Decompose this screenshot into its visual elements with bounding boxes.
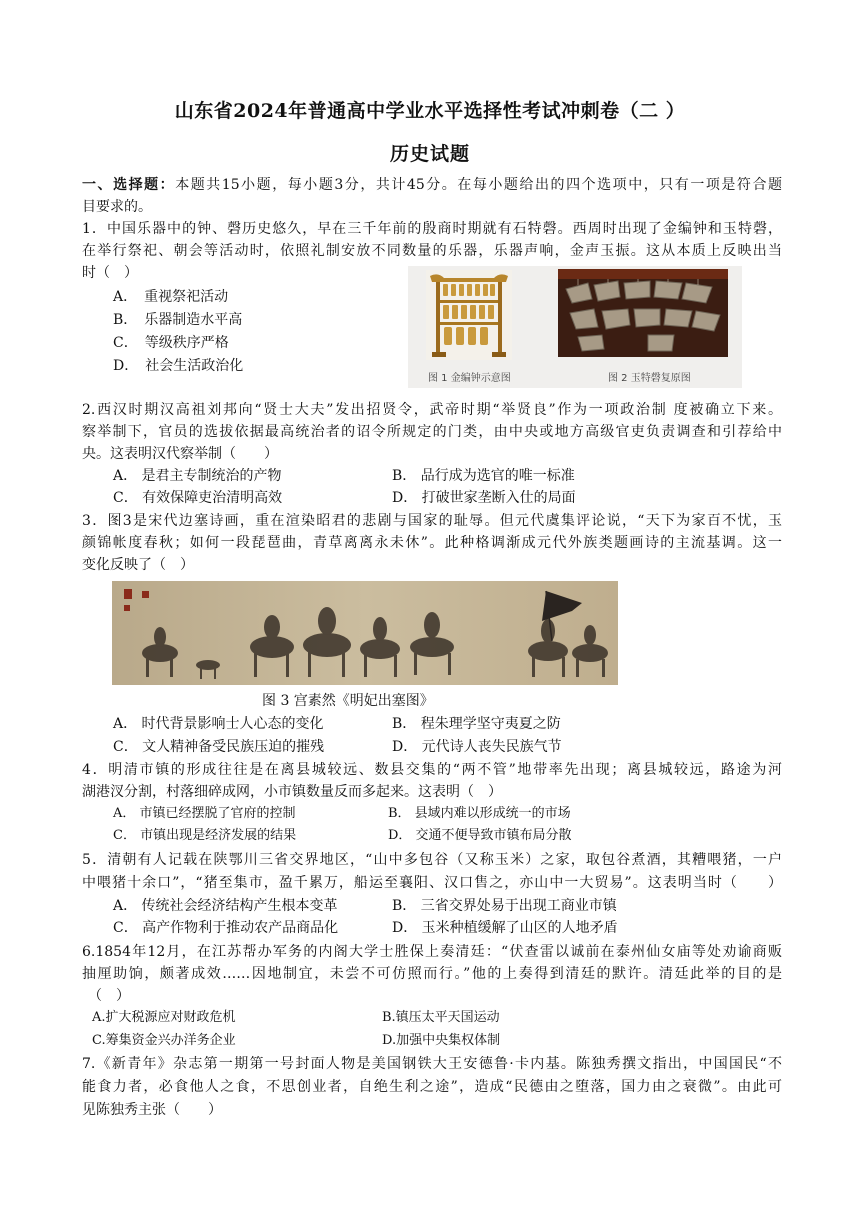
q4-option-d: D． 交通不便导致市镇布局分散 bbox=[388, 828, 572, 843]
q7-stem-line-3: 见陈独秀主张（ ） bbox=[82, 1102, 222, 1118]
q2-stem-line-1: 2.西汉时期汉高祖刘邦向“贤士大夫”发出招贤令，武帝时期“举贤良”作为一项政治制 度被确立下来。 bbox=[82, 402, 782, 418]
q5-option-b: B． 三省交界处易于出现工商业市镇 bbox=[392, 898, 617, 914]
q3-option-b: B． 程朱理学坚守夷夏之防 bbox=[392, 716, 561, 732]
q1-stem-line-2: 在举行祭祀、朝会等活动时，依照礼制安放不同数量的乐器，乐器声响，金声玉振。这从本质上反映出当 bbox=[82, 243, 782, 259]
q1-option-a: A． 重视祭祀活动 bbox=[113, 289, 229, 305]
q6-option-a: A.扩大税源应对财政危机 bbox=[92, 1010, 236, 1025]
q3-option-a: A． 时代背景影响士人心态的变化 bbox=[113, 716, 324, 732]
q2-option-a: A． 是君主专制统治的产物 bbox=[113, 468, 282, 484]
q4-option-c: C． 市镇出现是经济发展的结果 bbox=[113, 828, 297, 843]
q7-stem-line-2: 能食力者，必食他人之食，不思创业者，自绝生利之途”，造成“民德由之堕落，国力由之衰微”。由此可 bbox=[82, 1079, 782, 1095]
q6-option-c: C.筹集资金兴办洋务企业 bbox=[92, 1033, 236, 1048]
q5-option-d: D． 玉米种植缓解了山区的人地矛盾 bbox=[392, 920, 618, 936]
q5-stem-line-1: 5．清朝有人记载在陕鄂川三省交界地区，“山中多包谷（又称玉米）之家，取包谷煮酒，其糟喂猪，一户 bbox=[82, 852, 782, 868]
q2-option-c: C． 有效保障吏治清明高效 bbox=[113, 490, 283, 506]
section-heading: 一、选择题： bbox=[82, 177, 176, 193]
q3-figure-caption: 图 3 宫素然《明妃出塞图》 bbox=[262, 693, 434, 709]
bianzhong-image bbox=[426, 270, 512, 360]
q6-option-b: B.镇压太平天国运动 bbox=[382, 1010, 500, 1025]
jade-chime-image bbox=[558, 269, 728, 357]
q3-stem-line-3: 变化反映了（ ） bbox=[82, 557, 194, 573]
q4-option-a: A． 市镇已经摆脱了官府的控制 bbox=[113, 806, 296, 821]
q5-stem-line-2: 中喂猪十余口”，“猪至集市，盈千累万，船运至襄阳、汉口售之，亦山中一大贸易”。这表明当时（ ） bbox=[82, 875, 782, 891]
q3-stem-line-1: 3．图3是宋代边塞诗画，重在渲染昭君的悲剧与国家的耻辱。但元代虞集评论说，“天下为家百不忧，玉 bbox=[82, 513, 782, 529]
q5-option-a: A． 传统社会经济结构产生根本变革 bbox=[113, 898, 338, 914]
q1-figure-panel bbox=[408, 266, 742, 388]
q6-stem-line-2: 抽厘助饷，颇著成效……因地制宜，未尝不可仿照而行。”他的上奏得到清廷的默许。清廷此举的目的是 bbox=[82, 966, 782, 982]
q2-stem-line-2: 察举制下，官员的选拔依据最高统治者的诏令所规定的门类，由中央或地方高级官吏负责调查和引荐给中 bbox=[82, 424, 782, 440]
q2-option-d: D． 打破世家垄断入仕的局面 bbox=[392, 490, 576, 506]
q3-option-c: C． 文人精神备受民族压迫的摧残 bbox=[113, 739, 325, 755]
q4-stem-line-1: 4．明清市镇的形成往往是在离县城较远、数县交集的“两不管”地带率先出现；离县城较远，路途为河 bbox=[82, 762, 782, 778]
section-intro-line-2: 目要求的。 bbox=[82, 199, 152, 215]
exam-title: 山东省2024年普通高中学业水平选择性考试冲刺卷（二 ） bbox=[174, 100, 686, 122]
q4-stem-line-2: 湖港汊分割，村落细碎成网，小市镇数量反而多起来。这表明（ ） bbox=[82, 784, 502, 800]
q1-option-d: D． 社会生活政治化 bbox=[113, 358, 244, 374]
figure-2-caption: 图 2 玉特磬复原图 bbox=[608, 373, 691, 384]
q1-stem-line-3: 时（ ） bbox=[82, 265, 138, 281]
mingfei-painting-image bbox=[112, 581, 618, 685]
q6-option-d: D.加强中央集权体制 bbox=[382, 1033, 501, 1048]
q1-option-c: C． 等级秩序严格 bbox=[113, 335, 229, 351]
q1-stem-line-1: 1．中国乐器中的钟、磬历史悠久，早在三千年前的殷商时期就有石特磬。西周时出现了金编钟和玉特磬， bbox=[82, 221, 782, 237]
q3-option-d: D． 元代诗人丧失民族气节 bbox=[392, 739, 562, 755]
q6-stem-line-3: （ ） bbox=[88, 988, 130, 1004]
section-intro-line-1: 一、选择题：本题共15小题，每小题3分，共计45分。在每小题给出的四个选项中，只有一项是符合题 bbox=[82, 177, 782, 193]
q7-stem-line-1: 7.《新青年》杂志第一期第一号封面人物是美国钢铁大王安德鲁·卡内基。陈独秀撰文指出，中国国民“不 bbox=[82, 1056, 782, 1072]
q3-stem-line-2: 颜锦帐度春秋；如何一段琵琶曲，青草离离永未休”。此种格调渐成元代外族类题画诗的主流基调。这一 bbox=[82, 535, 782, 551]
figure-1-caption: 图 1 金编钟示意图 bbox=[428, 373, 511, 384]
q2-option-b: B． 品行成为选官的唯一标准 bbox=[392, 468, 575, 484]
exam-subject-title: 历史试题 bbox=[389, 143, 470, 165]
q5-option-c: C． 高产作物利于推动农产品商品化 bbox=[113, 920, 339, 936]
q4-option-b: B． 县域内难以形成统一的市场 bbox=[388, 806, 571, 821]
q1-option-b: B． 乐器制造水平高 bbox=[113, 312, 243, 328]
q2-stem-line-3: 央。这表明汉代察举制（ ） bbox=[82, 446, 278, 462]
q6-stem-line-1: 6.1854年12月，在江苏帮办军务的内阁大学士胜保上奏清廷：“伏查雷以诚前在泰州仙女庙等处劝谕商贩 bbox=[82, 944, 782, 960]
